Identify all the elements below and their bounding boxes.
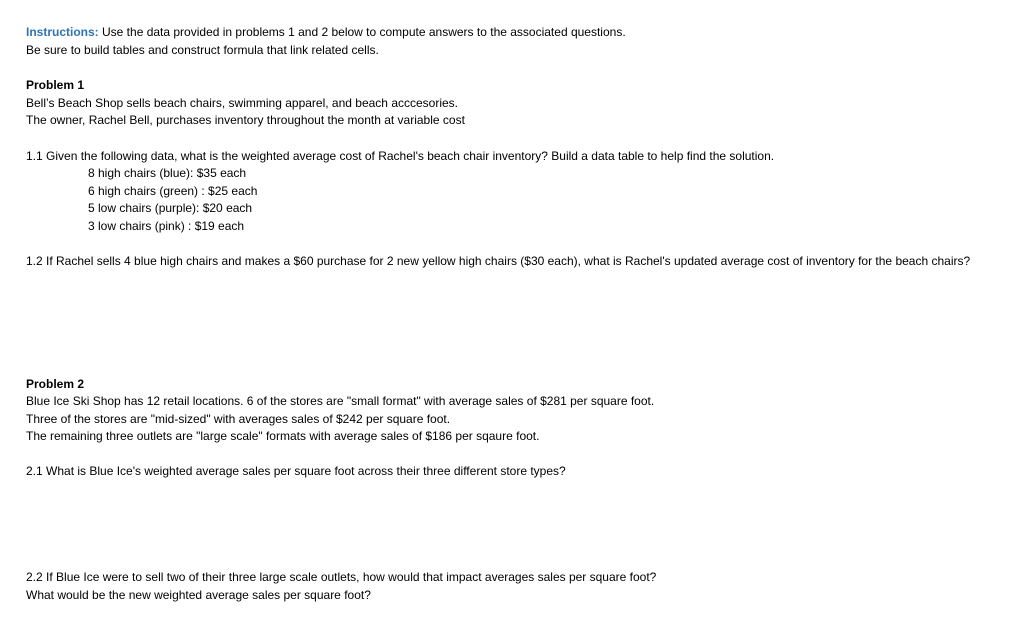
chair-item-4: 3 low chairs (pink) : $19 each	[88, 219, 245, 233]
problem-2-intro-2: Three of the stores are "mid-sized" with averages sales of $242 per square foot.	[26, 412, 451, 426]
question-2-2-followup: What would be the new weighted average sales per square foot?	[26, 588, 371, 602]
problem-2-heading: Problem 2	[26, 377, 85, 391]
instructions-line-1	[26, 24, 626, 40]
problem-1-heading: Problem 1	[26, 78, 85, 92]
chair-item-2: 6 high chairs (green) : $25 each	[88, 184, 258, 198]
question-2-2: 2.2 If Blue Ice were to sell two of their three large scale outlets, how would that impact averages sales per square foot?	[26, 570, 657, 584]
problem-1-intro-1: Bell’s Beach Shop sells beach chairs, swimming apparel, and beach acccesories.	[26, 96, 459, 110]
problem-1-intro-2: The owner, Rachel Bell, purchases inventory throughout the month at variable cost	[26, 113, 465, 127]
instructions-text: Use the data provided in problems 1 and 2 below to compute answers to the associated questions.	[98, 25, 626, 39]
problem-2-intro-1: Blue Ice Ski Shop has 12 retail locations. 6 of the stores are "small format" with average sales of $281 per square foot.	[26, 394, 655, 408]
chair-item-1: 8 high chairs (blue): $35 each	[88, 166, 247, 180]
question-2-1: 2.1 What is Blue Ice's weighted average sales per square foot across their three different store types?	[26, 464, 566, 478]
problem-2-intro-3: The remaining three outlets are "large scale" formats with average sales of $186 per sqaure foot.	[26, 429, 540, 443]
question-1-2: 1.2 If Rachel sells 4 blue high chairs and makes a $60 purchase for 2 new yellow high chairs ($30 each), what is Rachel's updated average cost of inventory for the beach chairs?	[26, 254, 971, 268]
chair-item-3: 5 low chairs (purple): $20 each	[88, 201, 253, 215]
question-1-1: 1.1 Given the following data, what is the weighted average cost of Rachel's beach chair inventory? Build a data table to help find the solution.	[26, 149, 775, 163]
instructions-label: Instructions:	[26, 25, 99, 39]
instructions-line-2: Be sure to build tables and construct formula that link related cells.	[26, 43, 379, 57]
